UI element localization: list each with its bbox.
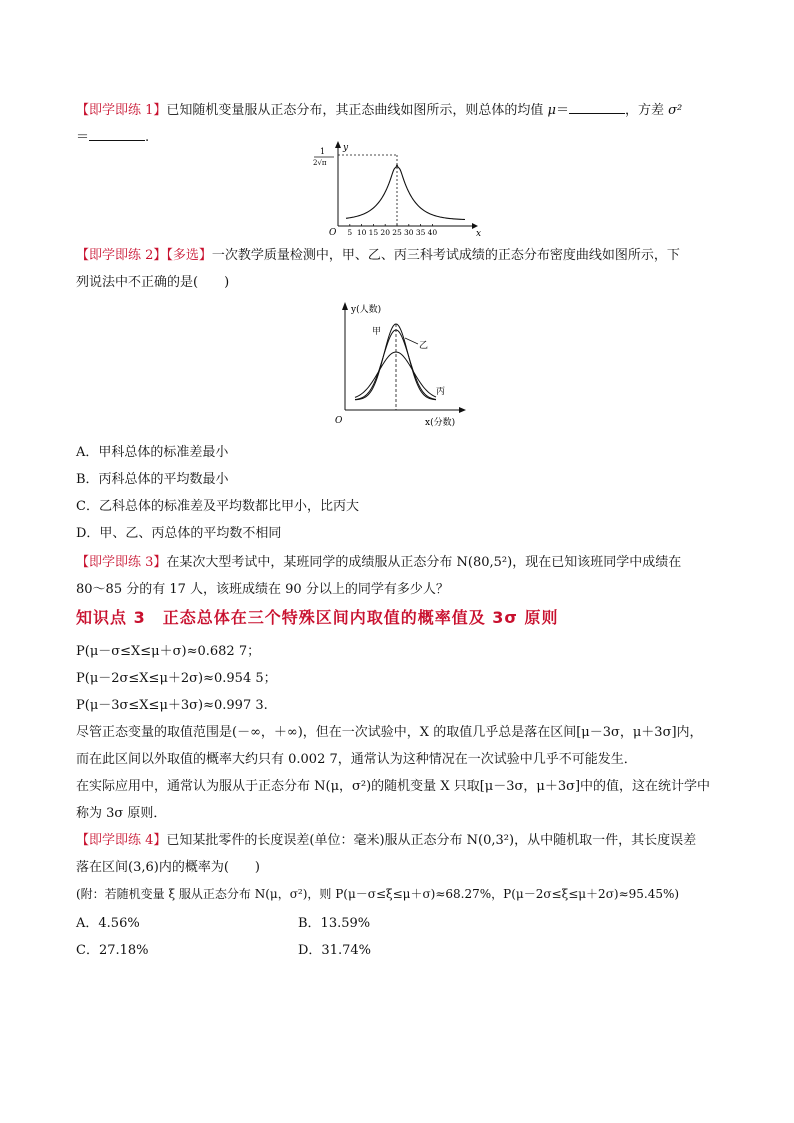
exercise-1-text-a: 已知随机变量服从正态分布，其正态曲线如图所示，则总体的均值 xyxy=(166,103,548,118)
paragraph-3sigma-line-1: 在实际应用中，通常认为服从于正态分布 N(μ，σ²)的随机变量 X 只取[μ－3σ，μ＋3σ]中的值，这在统计学中 xyxy=(76,779,711,794)
option-c: C．乙科总体的标准差及平均数都比甲小，比丙大 xyxy=(76,499,359,514)
exercise-4-text-b: 落在区间(3,6)内的概率为( ) xyxy=(76,860,260,875)
figure-2-leader-yi xyxy=(405,338,418,344)
figure-2-x-label: x(分数) xyxy=(425,418,456,428)
formula-3-sigma: P(μ－3σ≤X≤μ＋3σ)≈0.997 3. xyxy=(76,698,268,713)
figure-1-curve xyxy=(346,165,465,220)
figure-2-x-arrow xyxy=(459,407,466,413)
paragraph-range-line-1: 尽管正态变量的取值范围是(－∞，＋∞)，但在一次试验中，X 的取值几乎总是落在区间[μ－3σ，μ＋3σ]内， xyxy=(76,725,703,740)
figure-1-tick-label: 10 xyxy=(356,228,367,237)
figure-2-curve-bing xyxy=(355,352,436,397)
exercise-3 xyxy=(76,549,726,603)
figure-1-peak-num: 1 xyxy=(320,147,326,156)
exercise-3-text-a: 在某次大型考试中，某班同学的成绩服从正态分布 N(80,5²)，现在已知该班同学中成绩在 xyxy=(166,555,682,570)
exercise-1-blank-variance xyxy=(89,126,145,141)
figure-2-y-arrow xyxy=(342,302,348,310)
exercise-2-tag-multi: 【多选】 xyxy=(166,248,212,263)
exercise-1-eq2: ＝ xyxy=(76,130,90,145)
option-b: B．丙科总体的平均数最小 xyxy=(76,472,229,487)
figure-1-normal-curve xyxy=(310,140,482,239)
exercise-1-blank-mean xyxy=(569,99,625,114)
figure-1-tick-label: 30 xyxy=(404,228,414,237)
exercise-4-options-row-1 xyxy=(76,910,140,937)
exercise-1-tag: 【即学即练 1】 xyxy=(76,103,167,118)
exercise-1-eq: ＝ xyxy=(556,103,570,118)
exercise-4-text-a: 已知某批零件的长度误差(单位：毫米)服从正态分布 N(0,3²)，从中随机取一件，其长度误差 xyxy=(166,833,697,848)
figure-1-y-arrow xyxy=(335,141,341,148)
exercise-1-mu: μ xyxy=(547,103,556,118)
ex4-option-c: C．27.18% xyxy=(76,943,149,958)
knowledge-point-3-heading: 知识点 3 正态总体在三个特殊区间内取值的概率值及 3σ 原则 xyxy=(76,608,559,627)
exercise-2-options xyxy=(76,439,726,547)
figure-1-tick-label: 5 xyxy=(347,228,353,237)
ex4-option-b: B．13.59% xyxy=(298,916,371,931)
figure-1-tick-label: 25 xyxy=(392,228,402,237)
exercise-2 xyxy=(76,242,726,296)
exercise-1-sigma2: σ² xyxy=(668,103,683,118)
figure-1-y-label: y xyxy=(343,143,349,153)
exercise-1-text-b: ，方差 xyxy=(625,103,669,118)
figure-1-x-label: x xyxy=(476,229,482,239)
option-a: A．甲科总体的标准差最小 xyxy=(76,445,229,460)
exercise-4-options-row-1b xyxy=(298,910,370,937)
figure-2-three-curves xyxy=(330,298,470,432)
formula-1-sigma: P(μ－σ≤X≤μ＋σ)≈0.682 7； xyxy=(76,644,261,659)
exercise-4-options-row-2b xyxy=(298,937,371,964)
exercise-2-text-a: 一次教学质量检测中，甲、乙、丙三科考试成绩的正态分布密度曲线如图所示，下 xyxy=(211,248,680,263)
exercise-4-tag: 【即学即练 4】 xyxy=(76,833,167,848)
probability-formulas xyxy=(76,638,726,719)
figure-2-label-yi: 乙 xyxy=(419,341,429,351)
figure-1-tick-label: 40 xyxy=(427,228,438,237)
figure-1-origin: O xyxy=(329,228,337,238)
exercise-4 xyxy=(76,827,736,908)
exercise-1-end: . xyxy=(145,130,150,145)
exercise-4-options-row-2 xyxy=(76,937,149,964)
figure-2-label-jia: 甲 xyxy=(372,327,382,337)
figure-1-tick-label: 20 xyxy=(380,228,390,237)
option-d: D．甲、乙、丙总体的平均数不相同 xyxy=(76,526,282,541)
exercise-3-tag: 【即学即练 3】 xyxy=(76,555,167,570)
figure-2-label-bing: 丙 xyxy=(436,387,446,397)
exercise-2-text-b: 列说法中不正确的是( ) xyxy=(76,275,230,290)
ex4-option-d: D．31.74% xyxy=(298,943,371,958)
formula-2-sigma: P(μ－2σ≤X≤μ＋2σ)≈0.954 5； xyxy=(76,671,277,686)
paragraph-range-line-2: 而在此区间以外取值的概率大约只有 0.002 7，通常认为这种情况在一次试验中几乎不可能发生． xyxy=(76,752,637,767)
figure-1-peak-den: 2√π xyxy=(313,159,327,167)
figure-2-origin: O xyxy=(335,416,343,426)
figure-1-tick-label: 15 xyxy=(368,228,379,237)
paragraph-range xyxy=(76,719,736,773)
exercise-3-text-b: 80～85 分的有 17 人，该班成绩在 90 分以上的同学有多少人？ xyxy=(76,582,449,597)
ex4-option-a: A．4.56% xyxy=(76,916,140,931)
figure-1-tick-label: 35 xyxy=(415,228,426,237)
exercise-4-note: (附：若随机变量 ξ 服从正态分布 N(μ，σ²)，则 P(μ－σ≤ξ≤μ＋σ)≈68.27%，P(μ－2σ≤ξ≤μ＋2σ)≈95.45%) xyxy=(76,887,680,901)
figure-2-y-label: y(人数) xyxy=(351,305,382,315)
paragraph-3sigma-line-2: 称为 3σ 原则． xyxy=(76,806,167,821)
paragraph-3sigma-rule xyxy=(76,773,736,827)
exercise-2-tag: 【即学即练 2】 xyxy=(76,248,167,263)
